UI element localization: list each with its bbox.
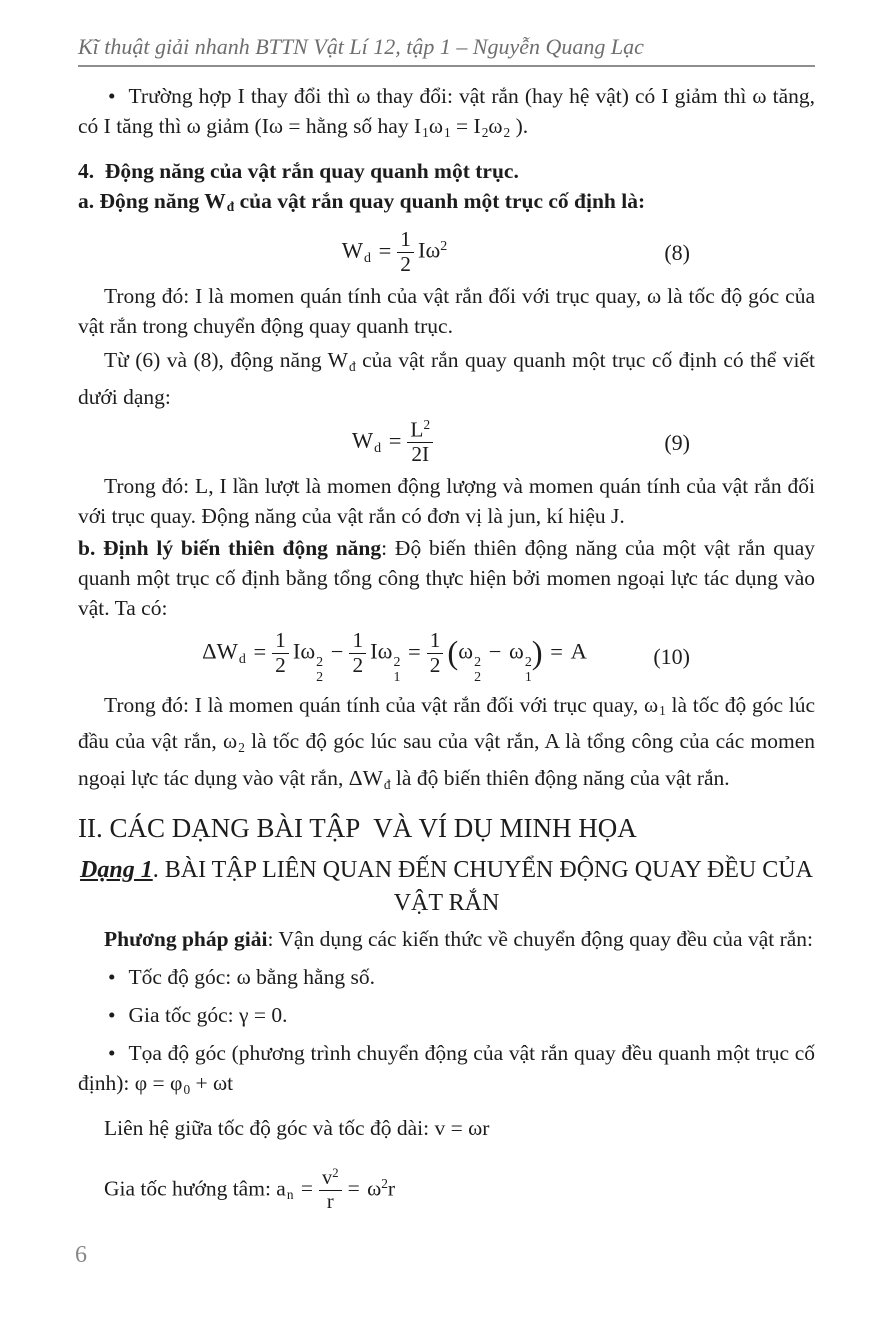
equation-10: [78, 629, 815, 686]
math-subscript: 1: [422, 124, 429, 140]
fraction-denominator: 2: [275, 653, 286, 678]
math-term: ω: [367, 1175, 382, 1200]
fraction-numerator: 1: [272, 629, 289, 654]
equals-sign: =: [388, 427, 402, 453]
bullet-icon: •: [108, 1040, 116, 1065]
math-term: A: [570, 638, 587, 664]
math-subscript: 2: [238, 740, 245, 756]
math-subscript: 2: [481, 124, 489, 140]
equals-sign: =: [300, 1175, 314, 1200]
intro-bullet-text: [78, 84, 815, 138]
subsection-heading-a: [78, 186, 815, 223]
equals-sign: =: [408, 638, 421, 664]
math-subscript: đ: [383, 776, 391, 792]
paragraph-theorem-b: [78, 533, 815, 623]
math-subscript: n: [286, 1186, 294, 1202]
list-item-text: Tốc độ góc: ω bằng hằng số.: [128, 964, 375, 989]
text-run: Dạng 1: [80, 856, 153, 883]
text-run: của vật rắn quay quanh một trục cố định có thể viết dưới dạng:: [78, 348, 816, 410]
text-run: là tốc độ góc lúc đầu của vật rắn, ω: [78, 692, 815, 754]
intro-bullet-paragraph: [78, 81, 815, 148]
text-run: của vật rắn quay quanh một trục cố định là:: [234, 188, 646, 213]
math-superscript: 2: [440, 239, 448, 255]
math-subscript: đ: [348, 359, 356, 375]
right-parenthesis: ): [531, 635, 543, 672]
math-superscript: 2: [423, 417, 431, 433]
math-superscript: 2: [316, 655, 324, 671]
text-run: b. Định lý biến thiên động năng: [78, 536, 382, 561]
text-run: . BÀI TẬP LIÊN QUAN ĐẾN CHUYỂN ĐỘNG QUAY ĐỀU CỦA VẬT RẮN: [152, 856, 813, 916]
equals-sign: =: [253, 638, 267, 664]
math-superscript: 2: [474, 655, 482, 671]
fraction: [407, 418, 433, 467]
equation-10-math: [202, 629, 587, 686]
math-subscript: 1: [524, 670, 532, 686]
math-subscript: 0: [183, 1081, 191, 1097]
fraction-numerator: 1: [397, 228, 414, 253]
equation-8: [78, 228, 815, 277]
section-heading-4: 4. Động năng của vật rắn quay quanh một trục.: [78, 158, 519, 183]
math-term: Iω: [370, 638, 393, 664]
math-term: Iω: [292, 638, 316, 664]
method-paragraph: [78, 924, 815, 954]
math-subscript: 1: [393, 670, 401, 686]
text-run: Phương pháp giải: [104, 926, 268, 951]
math-term: Iω: [417, 238, 441, 264]
running-head-title: Kĩ thuật giải nhanh BTTN Vật Lí 12, tập 1 – Nguyễn Quang Lạc: [78, 34, 644, 59]
text-run: : Độ biến thiên động năng của một vật rắn quay quanh một trục cố định bằng tổng công thực hiện bởi momen ngoại lực tác dụng vào vật. Ta có:: [78, 536, 815, 621]
fraction-numerator: [407, 418, 433, 443]
left-parenthesis: (: [447, 635, 459, 672]
fraction: [427, 629, 444, 678]
math-superscript: 2: [393, 655, 401, 671]
fraction-denominator: 2: [429, 653, 441, 678]
equals-sign: =: [550, 638, 563, 664]
stacked-scripts: [474, 656, 481, 685]
math-superscript: 2: [332, 1166, 339, 1181]
text-run: a. Động năng W: [78, 188, 226, 213]
math-term: W: [351, 427, 374, 453]
math-subscript: d: [363, 250, 371, 266]
math-term: v: [322, 1167, 333, 1190]
list-item-text: Gia tốc góc: γ = 0.: [128, 1002, 288, 1027]
relation-line: Liên hệ giữa tốc độ góc và tốc độ dài: v = ωr: [104, 1115, 490, 1140]
bullet-icon: •: [108, 1002, 116, 1027]
math-term: L: [410, 417, 424, 442]
stacked-scripts: [525, 656, 532, 685]
math-term: ω: [458, 638, 474, 664]
equation-number-10: (10): [653, 644, 690, 670]
text-run: : Vận dụng các kiến thức về chuyển động quay đều của vật rắn:: [267, 926, 814, 951]
math-subscript: 1: [443, 124, 451, 140]
equation-number-8: (8): [664, 239, 690, 265]
math-subscript: 2: [316, 670, 324, 686]
math-term: ω: [509, 638, 524, 664]
math-subscript: 2: [474, 670, 482, 686]
paragraph-after-eq9: Trong đó: L, I lần lượt là momen động lượng và momen quán tính của vật rắn đối với trục quay. Động năng của vật rắn có đơn vị là jun, kí hiệu J.: [78, 474, 815, 529]
paragraph-after-eq8: Trong đó: I là momen quán tính của vật rắn đối với trục quay, ω là tốc độ góc của vật rắn trong chuyển động quay quanh trục.: [78, 284, 815, 339]
paragraph-after-eq10: [78, 690, 815, 800]
dang-1-heading: [78, 854, 815, 920]
fraction-numerator: 1: [427, 629, 444, 654]
page-number: 6: [75, 1242, 87, 1268]
text-run: ω: [488, 114, 503, 138]
math-subscript: d: [238, 651, 246, 667]
minus-sign: −: [330, 638, 344, 664]
list-item-angular-coordinate: [78, 1038, 815, 1105]
math-subscript: 1: [659, 703, 666, 719]
stacked-scripts: [393, 656, 400, 685]
fraction-denominator: 2: [400, 252, 411, 277]
text-run: ω: [428, 114, 443, 138]
equals-sign: =: [347, 1175, 360, 1200]
paragraph-from-6-and-8: [78, 345, 815, 412]
fraction-denominator: r: [326, 1190, 334, 1213]
bullet-icon: •: [108, 964, 116, 989]
section-ii-heading: II. CÁC DẠNG BÀI TẬP VÀ VÍ DỤ MINH HỌA: [78, 812, 637, 843]
math-superscript: 2: [381, 1175, 388, 1191]
math-subscript: 2: [503, 124, 511, 140]
text-run: ).: [510, 114, 529, 138]
equation-8-math: [342, 228, 448, 277]
fraction: [272, 629, 289, 678]
list-item-angular-speed: [78, 962, 815, 992]
text-run: = I: [450, 114, 481, 138]
fraction-numerator: 1: [349, 629, 366, 654]
text-run: là tốc độ góc lúc sau của vật rắn, A là tổng công của các momen ngoại lực tác dụng vào vật rắn, ΔW: [78, 729, 815, 791]
math-term: W: [341, 238, 363, 264]
text-run: Trường hợp I thay đổi thì ω thay đổi: vật rắn (hay hệ vật) có I giảm thì ω tăng, có I tăng thì ω giảm (Iω = hằng số hay I: [78, 84, 815, 138]
equals-sign: =: [378, 238, 392, 264]
fraction: [349, 629, 366, 678]
equation-number-9: (9): [664, 429, 690, 455]
text-run: Từ (6) và (8), động năng W: [104, 348, 348, 373]
text-run: + ωt: [190, 1070, 234, 1095]
math-term: ΔW: [202, 638, 238, 664]
text-run: Tọa độ góc (phương trình chuyển động của vật rắn quay đều quanh một trục cố định): φ = φ: [78, 1040, 815, 1095]
minus-sign: −: [488, 638, 502, 664]
formula-label: Gia tốc hướng tâm:: [104, 1175, 271, 1200]
text-run: là độ biến thiên động năng của vật rắn.: [390, 766, 730, 791]
stacked-scripts: [316, 656, 323, 685]
math-term: r: [387, 1175, 396, 1200]
list-item-text: [78, 1041, 815, 1095]
text-run: Trong đó: I là momen quán tính của vật rắn đối với trục quay, ω: [104, 692, 659, 717]
math-subscript: đ: [226, 199, 235, 215]
fraction: [397, 228, 414, 277]
fraction-numerator: [319, 1166, 342, 1191]
centripetal-acceleration-formula: [78, 1151, 815, 1228]
equation-9-math: [352, 418, 437, 467]
fraction: [319, 1166, 342, 1214]
fraction-denominator: 2I: [411, 442, 430, 467]
math-superscript: 2: [524, 655, 532, 671]
math-subscript: d: [374, 440, 382, 456]
page-header: [78, 34, 815, 67]
math-term: a: [276, 1175, 286, 1200]
bullet-icon: •: [108, 84, 116, 108]
equation-9: [78, 418, 815, 467]
list-item-angular-acceleration: [78, 1000, 815, 1030]
fraction-denominator: 2: [352, 653, 364, 678]
